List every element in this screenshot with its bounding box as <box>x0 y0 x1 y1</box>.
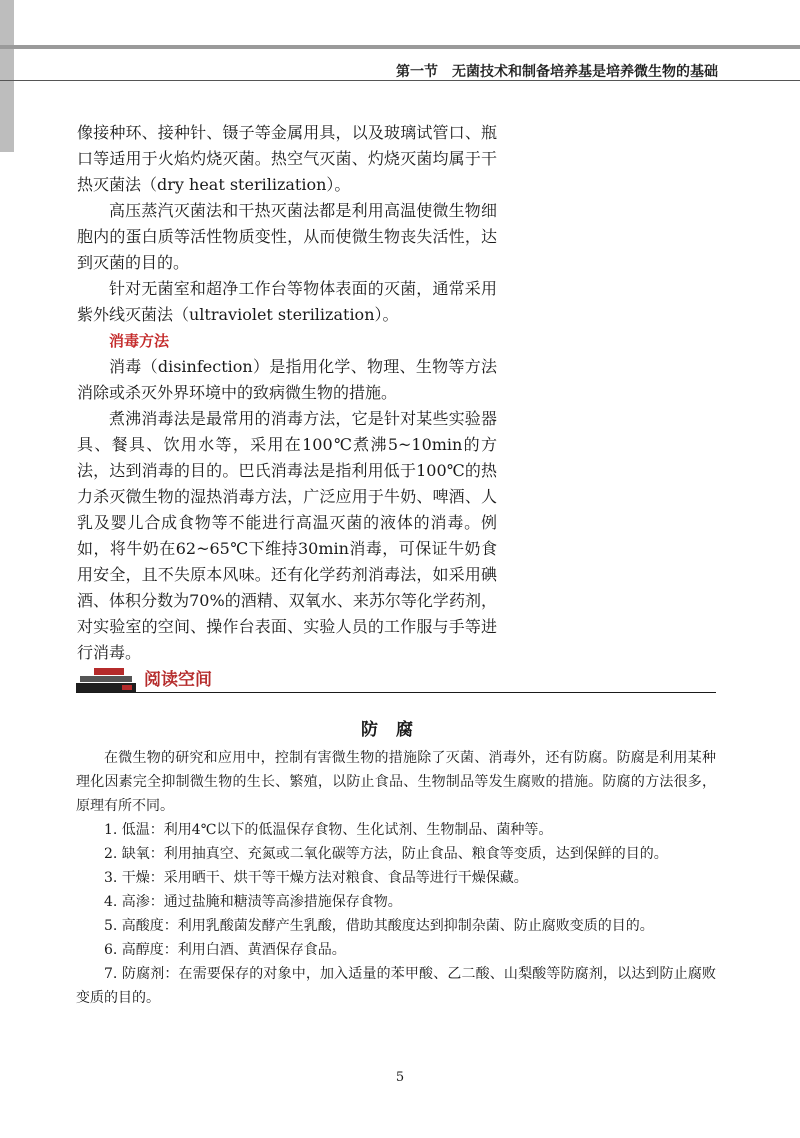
book-middle <box>80 676 132 682</box>
subheading-disinfection-methods: 消毒方法 <box>109 332 170 350</box>
paragraph-high-temp: 高压蒸汽灭菌法和干热灭菌法都是利用高温使微生物细胞内的蛋白质等活性物质变性，从而使微生物丧失活性，达到灭菌的目的。 <box>77 201 497 272</box>
books-icon <box>76 668 136 692</box>
reading-intro: 在微生物的研究和应用中，控制有害微生物的措施除了灭菌、消毒外，还有防腐。防腐是利用某种理化因素完全抑制微生物的生长、繁殖，以防止食品、生物制品等发生腐败的措施。防腐的方法很多，原理有所不同。 <box>76 750 716 814</box>
reading-item: 6. 高醇度：利用白酒、黄酒保存食品。 <box>104 942 346 958</box>
book-bottom <box>76 683 136 692</box>
paragraph-uv: 针对无菌室和超净工作台等物体表面的灭菌，通常采用紫外线灭菌法（ultraviolet sterilization）。 <box>77 279 497 324</box>
reading-item: 2. 缺氧：利用抽真空、充氮或二氧化碳等方法，防止食品、粮食等变质，达到保鲜的目的。 <box>104 846 668 862</box>
reading-item: 5. 高酸度：利用乳酸菌发酵产生乳酸，借助其酸度达到抑制杂菌、防止腐败变质的目的。 <box>104 918 654 934</box>
reading-heading: 防腐 <box>361 720 431 740</box>
header-underline <box>0 80 800 81</box>
reading-item: 7. 防腐剂：在需要保存的对象中，加入适量的苯甲酸、乙二酸、山梨酸等防腐剂，以达到防止腐败变质的目的。 <box>76 966 716 1006</box>
main-text-block <box>77 120 497 666</box>
reading-item: 3. 干燥：采用晒干、烘干等干燥方法对粮食、食品等进行干燥保藏。 <box>104 870 528 886</box>
running-header-title: 第一节 无菌技术和制备培养基是培养微生物的基础 <box>396 64 718 80</box>
page-edge-tab <box>0 0 14 152</box>
reading-item: 1. 低温：利用4℃以下的低温保存食物、生化试剂、生物制品、菌种等。 <box>104 822 553 838</box>
paragraph-boiling-pasteurization: 煮沸消毒法是最常用的消毒方法，它是针对某些实验器具、餐具、饮用水等，采用在100℃煮沸5~10min的方法，达到消毒的目的。巴氏消毒法是指利用低于100℃的热力杀灭微生物的湿热消毒方法，广泛应用于牛奶、啤酒、人乳及婴儿合成食物等不能进行高温灭菌的液体的消毒。例如，将牛奶在62~65℃下维持30min消毒，可保证牛奶食用安全，且不失原本风味。还有化学药剂消毒法，如采用碘酒、体积分数为70%的酒精、双氧水、来苏尔等化学药剂，对实验室的空间、操作台表面、实验人员的工作服与手等进行消毒。 <box>77 409 497 662</box>
reading-section <box>76 718 716 1010</box>
reading-item: 4. 高渗：通过盐腌和糖渍等高渗措施保存食物。 <box>104 894 402 910</box>
paragraph-disinfection-definition: 消毒（disinfection）是指用化学、物理、生物等方法消除或杀灭外界环境中的致病微生物的措施。 <box>77 357 497 402</box>
reading-banner-rule <box>76 692 716 693</box>
header-top-rule <box>0 45 800 49</box>
book-top <box>94 668 124 675</box>
reading-space-title: 阅读空间 <box>144 670 212 690</box>
page-number: 5 <box>395 1070 405 1085</box>
paragraph-flame-sterilization: 像接种环、接种针、镊子等金属用具，以及玻璃试管口、瓶口等适用于火焰灼烧灭菌。热空气灭菌、灼烧灭菌均属于干热灭菌法（dry heat sterilization）。 <box>77 123 497 194</box>
reading-space-banner <box>76 664 716 694</box>
